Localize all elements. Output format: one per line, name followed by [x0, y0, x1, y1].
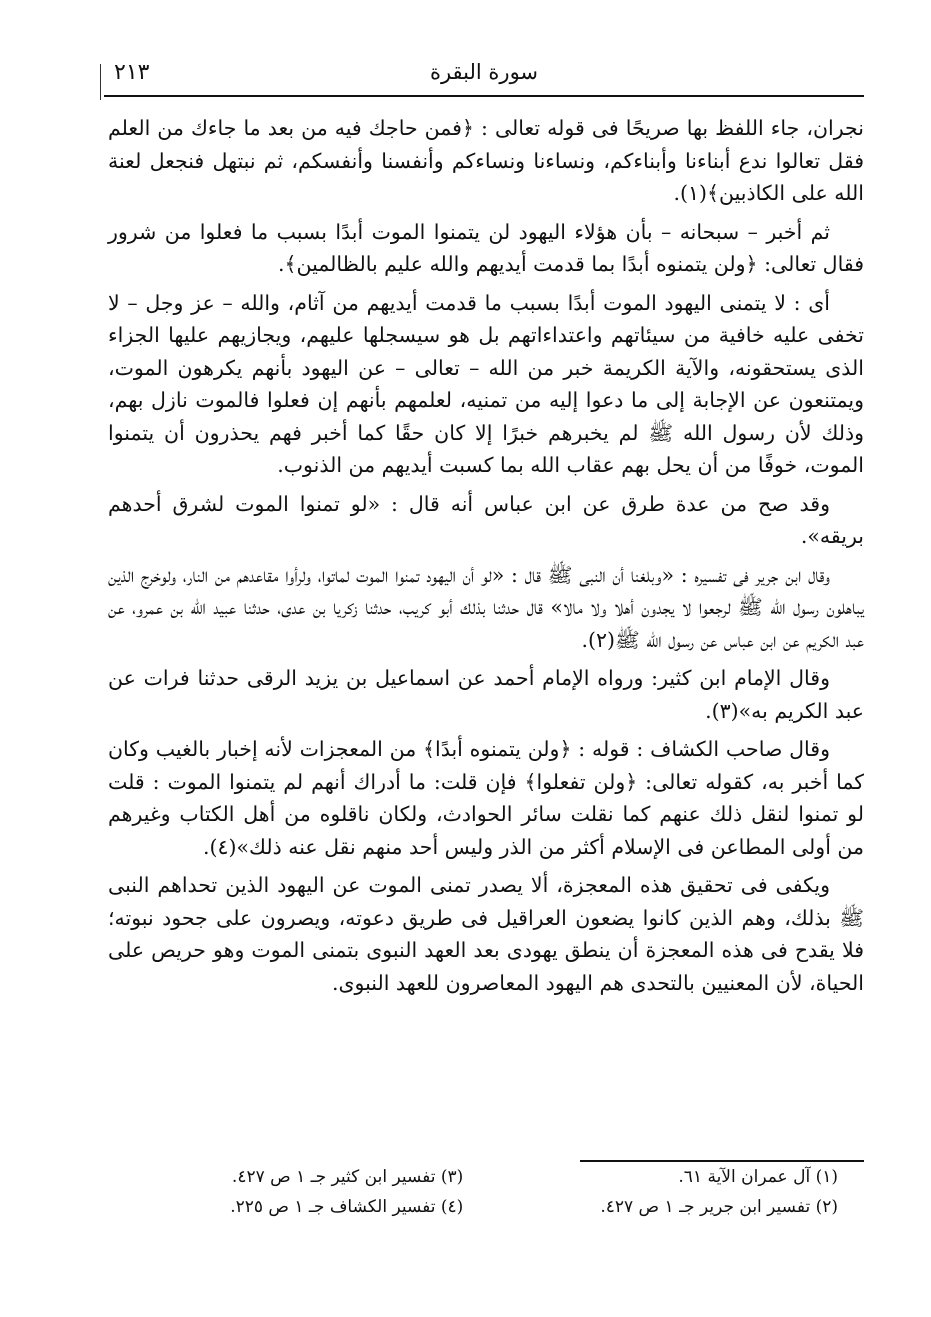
footnote-1: (١) آل عمران الآية ٦١. [678, 1167, 838, 1187]
paragraph: نجران، جاء اللفظ بها صريحًا فى قوله تعالى : ﴿فمن حاجك فيه من بعد ما جاءك من العلم فقل تعالوا ندع أبناءنا وأبناءكم، ونساءنا ونساءكم وأنفسنا وأنفسكم، ثم نبتهل فنجعل لعنة الله على الكاذبين﴾(١). [108, 116, 864, 205]
footnote-row [108, 1162, 864, 1192]
header-rule [104, 95, 864, 97]
footnote-2: (٢) تفسير ابن جرير جـ ١ ص ٤٢٧. [600, 1197, 838, 1217]
paragraph: وقال ابن جرير فى تفسيره : «وبلغنا أن النبى ﷺ قال : «لو أن اليهود تمنوا الموت لماتوا، ولرأوا مقاعدهم من النار، ولوخرج الذين يباهلون رسول الله ﷺ لرجعوا لا يجدون أهلا ولا مالا» قال حدثنا بذلك أبو كريب، حدثنا زكريا بن عدى، حدثنا عبيد الله بن عمرو، عن عبد الكريم عن ابن عباس عن رسول الله ﷺ(٢). [108, 562, 864, 652]
paragraph: ويكفى فى تحقيق هذه المعجزة، ألا يصدر تمنى الموت عن اليهود الذين تحداهم النبى ﷺ بذلك، وهم الذين كانوا يضعون العراقيل فى طريق دعوته، ويصرون على جحود نبوته؛ فلا يقدح فى هذه المعجزة أن ينطق يهودى بعد العهد النبوى بتمنى الموت وهو حريص على الحياة، لأن المعنيين بالتحدى هم اليهود المعاصرون للعهد النبوى. [108, 873, 864, 995]
footnote-4: (٤) تفسير الكشاف جـ ١ ص ٢٢٥. [230, 1197, 464, 1217]
margin-rule [100, 64, 101, 100]
page-header [104, 56, 864, 100]
footnote-row [108, 1192, 864, 1222]
footnotes [108, 1162, 864, 1222]
paragraph: وقال صاحب الكشاف : قوله : ﴿ولن يتمنوه أبدًا﴾ من المعجزات لأنه إخبار بالغيب وكان كما أخبر به، كقوله تعالى: ﴿ولن تفعلوا﴾ فإن قلت: ما أدراك أنهم لم يتمنوا الموت : قلت لو تمنوا لنقل ذلك عنهم كما نقلت سائر الحوادث، ولكان ناقلوه من أهل الكتاب وغيرهم من أولى المطاعن فى الإسلام أكثر من الذر وليس أحد منهم نقل عنه ذلك»(٤). [108, 737, 864, 859]
paragraph: ثم أخبر – سبحانه – بأن هؤلاء اليهود لن يتمنوا الموت أبدًا بسبب ما فعلوا من شرور فقال تعالى: ﴿ولن يتمنوه أبدًا بما قدمت أيديهم والله عليم بالظالمين﴾. [108, 219, 864, 276]
paragraph: أى : لا يتمنى اليهود الموت أبدًا بسبب ما قدمت أيديهم من آثام، والله – عز وجل – لا تخفى عليه خافية من سيئاتهم واعتداءاتهم بل هو سيسجلها عليهم، ويجازيهم عليها الجزاء الذى يستحقونه، والآية الكريمة خبر من الله – تعالى – عن اليهود بأنهم يكرهون الموت، ويمتنعون عن الإجابة إلى ما دعوا إليه من تمنيه، لعلمهم بأنهم إن فعلوا فالموت نازل بهم، وذلك لأن رسول الله ﷺ لم يخبرهم خبرًا إلا كان حقًا كما أخبر فهم يحذرون أن يتمنوا الموت، خوفًا من أن يحل بهم عقاب الله بما كسبت أيديهم من الذنوب. [108, 290, 864, 477]
body-text [108, 112, 864, 1005]
paragraph: وقد صح من عدة طرق عن ابن عباس أنه قال : «لو تمنوا الموت لشرق أحدهم بريقه». [108, 491, 864, 548]
running-title: سورة البقرة [429, 60, 539, 84]
page-number: ٢١٣ [114, 60, 150, 85]
paragraph: وقال الإمام ابن كثير: ورواه الإمام أحمد عن اسماعيل بن يزيد الرقى حدثنا فرات عن عبد الكريم به»(٣). [108, 666, 864, 723]
footnote-3: (٣) تفسير ابن كثير جـ ١ ص ٤٢٧. [231, 1167, 464, 1187]
